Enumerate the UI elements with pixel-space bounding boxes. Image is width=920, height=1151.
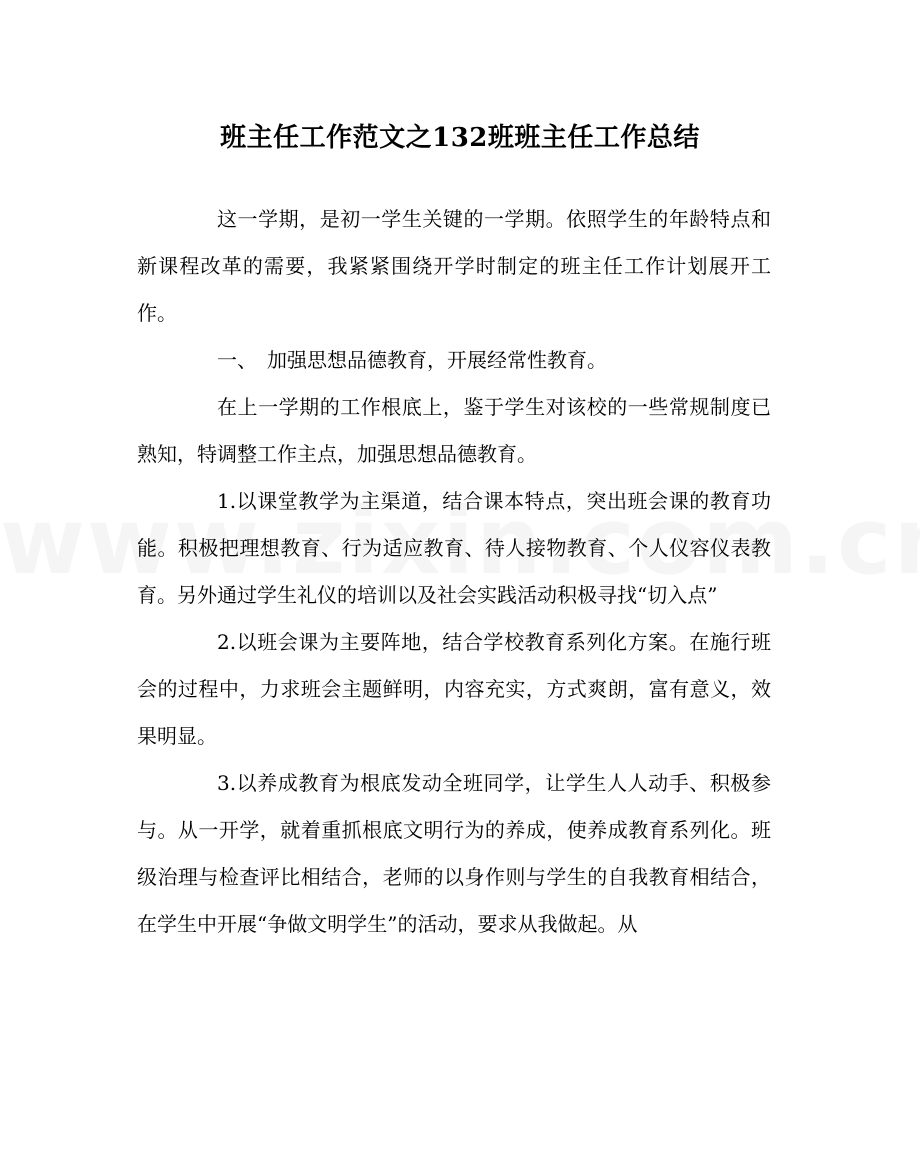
paragraph-intro: 这一学期，是初一学生关键的一学期。依照学生的年龄特点和新课程改革的需要，我紧紧围绕开学时制定的班主任工作计划展开工作。 (137, 207, 771, 325)
document-body (137, 196, 771, 948)
paragraph-section-1: 在上一学期的工作根底上，鉴于学生对该校的一些常规制度已熟知，特调整工作主点，加强思想品德教育。 (137, 395, 771, 466)
section-heading-1: 一、 加强思想品德教育，开展经常性教育。 (217, 348, 607, 372)
paragraph-item-1: 1.以课堂教学为主渠道，结合课本特点，突出班会课的教育功能。积极把理想教育、行为适应教育、待人接物教育、个人仪容仪表教育。另外通过学生礼仪的培训以及社会实践活动积极寻找“切入点” (137, 489, 771, 607)
page-title: 班主任工作范文之132班班主任工作总结 (220, 123, 700, 153)
paragraph-item-3: 3.以养成教育为根底发动全班同学，让学生人人动手、积极参与。从一开学，就着重抓根底文明行为的养成，使养成教育系列化。班级治理与检查评比相结合，老师的以身作则与学生的自我教育相结合，在学生中开展“争做文明学生”的活动，要求从我做起。从 (137, 771, 771, 936)
paragraph-item-2: 2.以班会课为主要阵地，结合学校教育系列化方案。在施行班会的过程中，力求班会主题鲜明，内容充实，方式爽朗，富有意义，效果明显。 (137, 630, 771, 748)
